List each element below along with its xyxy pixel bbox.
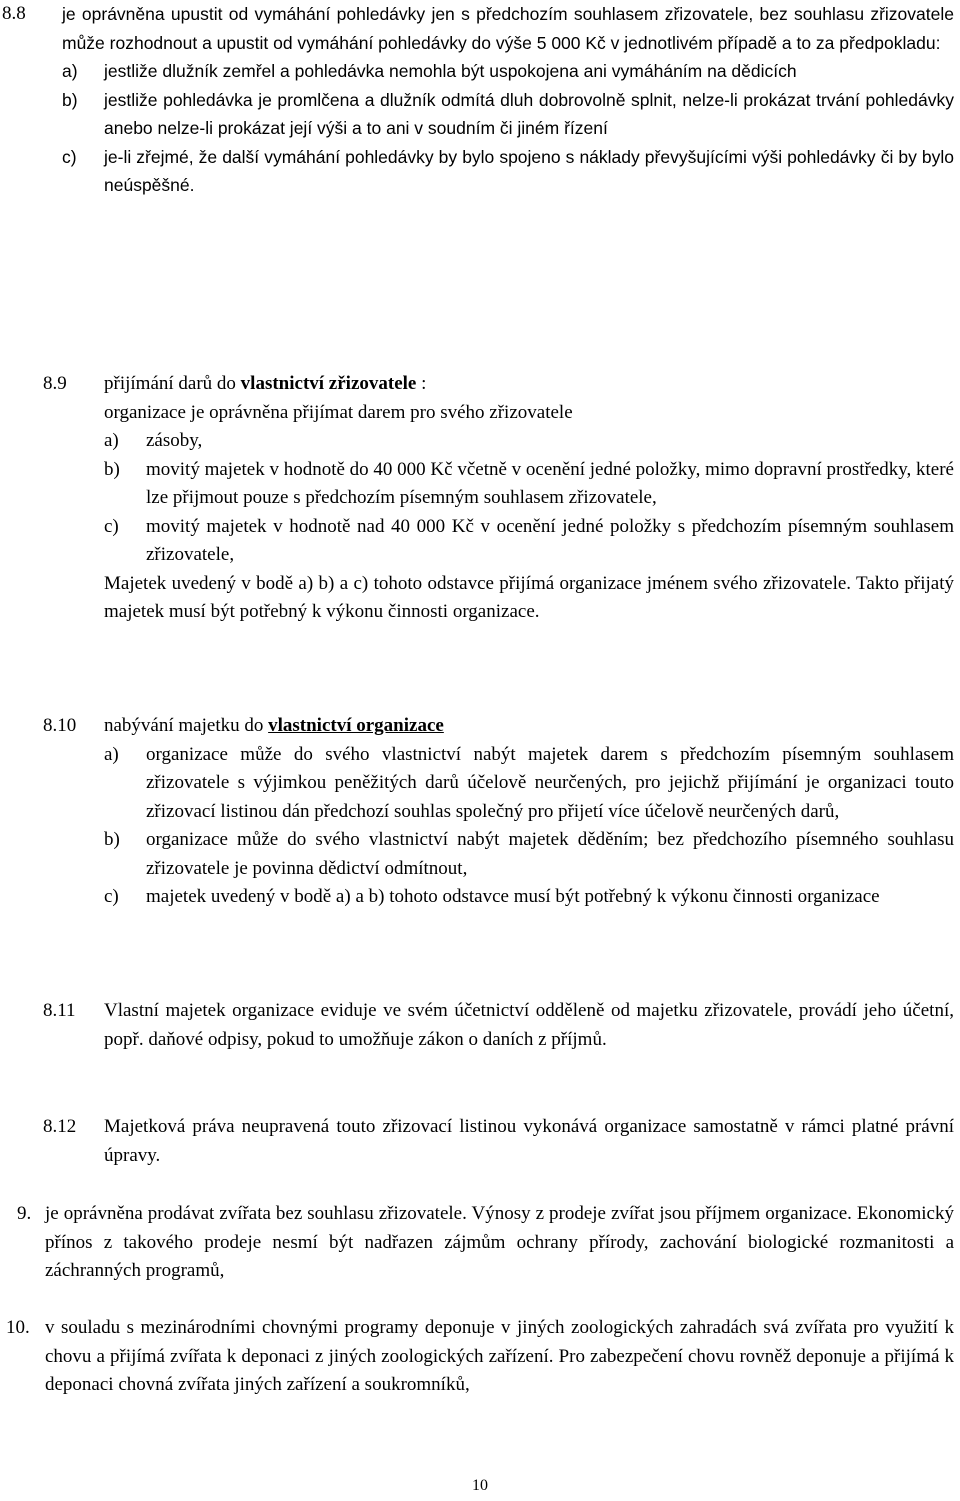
item-text: jestliže dlužník zemřel a pohledávka nemohla být uspokojena ani vymáháním na dědicích bbox=[104, 61, 797, 81]
section-heading bbox=[104, 370, 954, 399]
list-item bbox=[104, 456, 954, 513]
section-number: 8.12 bbox=[43, 1116, 77, 1137]
heading-bold: vlastnictví organizace bbox=[268, 715, 444, 736]
section-intro: je oprávněna upustit od vymáhání pohledávky jen s předchozím souhlasem zřizovatele, bez souhlasu zřizovatele může rozhodnout a upustit od vymáhání pohledávky do výše 5 000 Kč v jednotlivém případě a to za předpokladu: bbox=[62, 4, 954, 53]
list-item bbox=[104, 741, 954, 827]
section-number: 8.8 bbox=[2, 3, 26, 24]
item-label: b) bbox=[104, 829, 120, 850]
item-text: movitý majetek v hodnotě nad 40 000 Kč v ocenění jedné položky s předchozím písemným souhlasem zřizovatele, bbox=[146, 515, 954, 565]
heading-suffix: : bbox=[416, 373, 427, 394]
page-number: 10 bbox=[472, 1477, 488, 1494]
list-item bbox=[104, 883, 954, 912]
list-item bbox=[62, 57, 954, 86]
section-text: Vlastní majetek organizace eviduje ve svém účetnictví odděleně od majetku zřizovatele, provádí jeho účetní, popř. daňové odpisy, pokud to umožňuje zákon o daních z příjmů. bbox=[104, 1000, 954, 1050]
section-text: je oprávněna prodávat zvířata bez souhlasu zřizovatele. Výnosy z prodeje zvířat jsou příjmem organizace. Ekonomický přínos z takového prodeje nesmí být nadřazen zájmům ochrany přírody, zachování biologické rozmanitosti a záchranných programů, bbox=[45, 1203, 954, 1281]
item-text: movitý majetek v hodnotě do 40 000 Kč včetně v ocenění jedné položky, mimo dopravní prostředky, které lze přijmout pouze s předchozím písemným souhlasem zřizovatele, bbox=[146, 458, 954, 508]
section-8-12 bbox=[0, 1113, 960, 1170]
section-9 bbox=[0, 1200, 960, 1286]
section-number: 8.10 bbox=[43, 715, 77, 736]
item-label: a) bbox=[62, 61, 78, 81]
section-10 bbox=[0, 1314, 960, 1400]
section-8-9 bbox=[0, 370, 960, 627]
item-label: c) bbox=[104, 515, 119, 537]
item-text: organizace může do svého vlastnictví nabýt majetek děděním; bez předchozího písemného souhlasu zřizovatele je povinna dědictví odmítnout, bbox=[146, 829, 954, 879]
heading-bold: vlastnictví zřizovatele bbox=[240, 373, 417, 394]
list-item bbox=[104, 427, 954, 456]
section-8-11 bbox=[0, 997, 960, 1054]
section-heading bbox=[104, 712, 954, 741]
list-item bbox=[62, 86, 954, 143]
item-label: a) bbox=[104, 743, 119, 765]
section-8-10 bbox=[0, 712, 960, 912]
section-text: v souladu s mezinárodními chovnými programy deponuje v jiných zoologických zahradách svá zvířata pro využití k chovu a přijímá zvířata k deponaci z jiných zoologických zařízení. Pro zabezpečení chovu rovněž deponuje a přijímá k deponaci chovná zvířata jiných zařízení a soukromníků, bbox=[45, 1317, 954, 1395]
item-text: zásoby, bbox=[146, 430, 203, 451]
section-text: Majetková práva neupravená touto zřizovací listinou vykonává organizace samostatně v rámci platné právní úpravy. bbox=[104, 1116, 954, 1166]
section-number: 8.11 bbox=[43, 1000, 76, 1021]
section-number: 10. bbox=[6, 1317, 30, 1338]
section-intro: organizace je oprávněna přijímat darem pro svého zřizovatele bbox=[104, 401, 573, 423]
item-text: jestliže pohledávka je promlčena a dlužník odmítá dluh dobrovolně splnit, nelze-li prokázat trvání pohledávky anebo nelze-li prokázat její výši a to ani v soudním či jiném řízení bbox=[104, 89, 954, 138]
item-text: je-li zřejmé, že další vymáhání pohledávky by bylo spojeno s náklady převyšujícími výši pohledávky či by bylo neúspěšné. bbox=[104, 146, 954, 195]
heading-text: nabývání majetku do bbox=[104, 715, 269, 736]
heading-text: přijímání darů do bbox=[104, 373, 241, 394]
section-outro: Majetek uvedený v bodě a) b) a c) tohoto odstavce přijímá organizace jménem svého zřizovatele. Takto přijatý majetek musí být potřebný k výkonu činnosti organizace. bbox=[104, 572, 954, 622]
item-text: organizace může do svého vlastnictví nabýt majetek darem s předchozím písemným souhlasem zřizovatele s výjimkou peněžitých darů účelově neurčených, pro jejichž přijímání je organizaci touto zřizovací listinou dán předchozí souhlas společný pro přijetí více účelově neurčených darů, bbox=[146, 743, 954, 822]
list-item bbox=[104, 826, 954, 883]
item-label: c) bbox=[104, 886, 119, 907]
list-item bbox=[62, 143, 954, 200]
item-label: a) bbox=[104, 430, 119, 451]
item-label: b) bbox=[104, 458, 120, 480]
item-text: majetek uvedený v bodě a) a b) tohoto odstavce musí být potřebný k výkonu činnosti organizace bbox=[146, 886, 880, 907]
section-number: 8.9 bbox=[43, 373, 67, 394]
section-8-8 bbox=[0, 0, 960, 200]
item-label: c) bbox=[62, 146, 77, 167]
list-item bbox=[104, 513, 954, 570]
item-label: b) bbox=[62, 89, 78, 110]
section-number: 9. bbox=[17, 1203, 32, 1224]
